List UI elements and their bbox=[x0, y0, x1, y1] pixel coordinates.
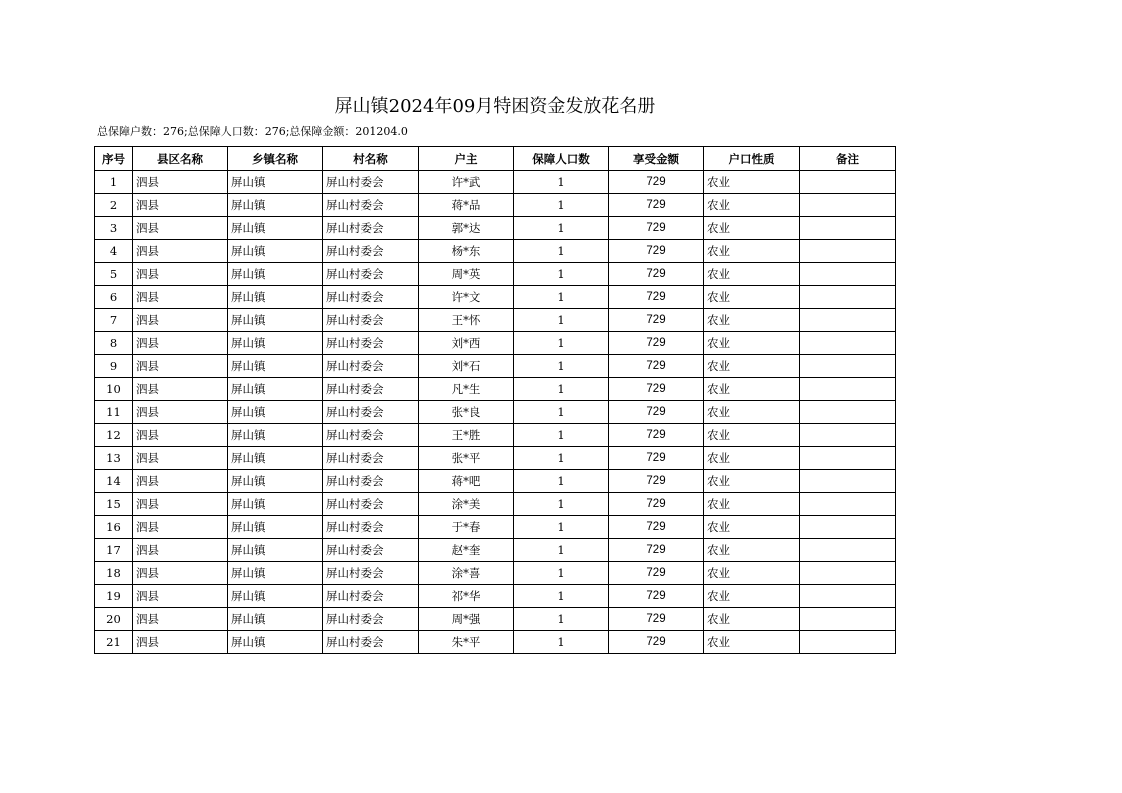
table-header-row bbox=[95, 147, 896, 171]
cell-remarks bbox=[800, 355, 896, 378]
cell-remarks bbox=[800, 631, 896, 654]
cell-town: 屏山镇 bbox=[228, 217, 323, 240]
cell-village: 屏山村委会 bbox=[323, 263, 419, 286]
table-row bbox=[95, 585, 896, 608]
cell-index: 13 bbox=[95, 447, 133, 470]
cell-remarks bbox=[800, 493, 896, 516]
column-header-household-type: 户口性质 bbox=[704, 147, 800, 171]
cell-amount: 729 bbox=[609, 539, 704, 562]
cell-index: 16 bbox=[95, 516, 133, 539]
cell-county: 泗县 bbox=[133, 401, 228, 424]
cell-covered-people: 1 bbox=[514, 424, 609, 447]
cell-county: 泗县 bbox=[133, 355, 228, 378]
table-row bbox=[95, 332, 896, 355]
page-title: 屏山镇2024年09月特困资金发放花名册 bbox=[334, 96, 656, 117]
cell-householder: 郭*达 bbox=[419, 217, 514, 240]
cell-householder: 凡*生 bbox=[419, 378, 514, 401]
summary-line: 总保障户数：276;总保障人口数：276;总保障金额：201204.0 bbox=[97, 125, 408, 138]
cell-amount: 729 bbox=[609, 516, 704, 539]
cell-remarks bbox=[800, 516, 896, 539]
table-row bbox=[95, 263, 896, 286]
table-row bbox=[95, 539, 896, 562]
cell-amount: 729 bbox=[609, 631, 704, 654]
cell-household-type: 农业 bbox=[704, 470, 800, 493]
cell-index: 7 bbox=[95, 309, 133, 332]
cell-village: 屏山村委会 bbox=[323, 516, 419, 539]
table-row bbox=[95, 424, 896, 447]
cell-index: 15 bbox=[95, 493, 133, 516]
cell-household-type: 农业 bbox=[704, 608, 800, 631]
cell-amount: 729 bbox=[609, 447, 704, 470]
cell-covered-people: 1 bbox=[514, 194, 609, 217]
cell-household-type: 农业 bbox=[704, 378, 800, 401]
cell-householder: 蒋*品 bbox=[419, 194, 514, 217]
cell-county: 泗县 bbox=[133, 562, 228, 585]
cell-household-type: 农业 bbox=[704, 585, 800, 608]
cell-county: 泗县 bbox=[133, 286, 228, 309]
cell-village: 屏山村委会 bbox=[323, 286, 419, 309]
cell-amount: 729 bbox=[609, 493, 704, 516]
table-row bbox=[95, 470, 896, 493]
cell-village: 屏山村委会 bbox=[323, 240, 419, 263]
cell-index: 19 bbox=[95, 585, 133, 608]
cell-amount: 729 bbox=[609, 309, 704, 332]
cell-householder: 周*强 bbox=[419, 608, 514, 631]
cell-household-type: 农业 bbox=[704, 286, 800, 309]
column-header-index: 序号 bbox=[95, 147, 133, 171]
cell-covered-people: 1 bbox=[514, 286, 609, 309]
cell-index: 10 bbox=[95, 378, 133, 401]
cell-covered-people: 1 bbox=[514, 401, 609, 424]
cell-household-type: 农业 bbox=[704, 516, 800, 539]
cell-village: 屏山村委会 bbox=[323, 470, 419, 493]
cell-remarks bbox=[800, 562, 896, 585]
cell-covered-people: 1 bbox=[514, 217, 609, 240]
cell-town: 屏山镇 bbox=[228, 263, 323, 286]
cell-remarks bbox=[800, 309, 896, 332]
cell-amount: 729 bbox=[609, 585, 704, 608]
cell-index: 6 bbox=[95, 286, 133, 309]
cell-index: 21 bbox=[95, 631, 133, 654]
cell-town: 屏山镇 bbox=[228, 631, 323, 654]
cell-county: 泗县 bbox=[133, 631, 228, 654]
cell-household-type: 农业 bbox=[704, 424, 800, 447]
table-row bbox=[95, 516, 896, 539]
cell-amount: 729 bbox=[609, 355, 704, 378]
cell-village: 屏山村委会 bbox=[323, 171, 419, 194]
column-header-householder: 户主 bbox=[419, 147, 514, 171]
table-row bbox=[95, 631, 896, 654]
column-header-remarks: 备注 bbox=[800, 147, 896, 171]
cell-county: 泗县 bbox=[133, 585, 228, 608]
table-row bbox=[95, 447, 896, 470]
cell-amount: 729 bbox=[609, 332, 704, 355]
cell-amount: 729 bbox=[609, 171, 704, 194]
cell-amount: 729 bbox=[609, 401, 704, 424]
cell-remarks bbox=[800, 240, 896, 263]
cell-household-type: 农业 bbox=[704, 217, 800, 240]
cell-household-type: 农业 bbox=[704, 355, 800, 378]
cell-covered-people: 1 bbox=[514, 263, 609, 286]
cell-county: 泗县 bbox=[133, 240, 228, 263]
table-row bbox=[95, 401, 896, 424]
table-row bbox=[95, 240, 896, 263]
table-row bbox=[95, 171, 896, 194]
cell-town: 屏山镇 bbox=[228, 401, 323, 424]
cell-covered-people: 1 bbox=[514, 493, 609, 516]
cell-town: 屏山镇 bbox=[228, 493, 323, 516]
cell-amount: 729 bbox=[609, 263, 704, 286]
cell-household-type: 农业 bbox=[704, 631, 800, 654]
cell-covered-people: 1 bbox=[514, 539, 609, 562]
cell-county: 泗县 bbox=[133, 194, 228, 217]
cell-county: 泗县 bbox=[133, 470, 228, 493]
cell-householder: 朱*平 bbox=[419, 631, 514, 654]
cell-town: 屏山镇 bbox=[228, 240, 323, 263]
cell-index: 18 bbox=[95, 562, 133, 585]
cell-remarks bbox=[800, 401, 896, 424]
column-header-town: 乡镇名称 bbox=[228, 147, 323, 171]
cell-amount: 729 bbox=[609, 217, 704, 240]
cell-covered-people: 1 bbox=[514, 378, 609, 401]
cell-index: 1 bbox=[95, 171, 133, 194]
cell-town: 屏山镇 bbox=[228, 585, 323, 608]
cell-householder: 于*春 bbox=[419, 516, 514, 539]
table-row bbox=[95, 608, 896, 631]
cell-village: 屏山村委会 bbox=[323, 447, 419, 470]
cell-household-type: 农业 bbox=[704, 447, 800, 470]
cell-remarks bbox=[800, 539, 896, 562]
cell-town: 屏山镇 bbox=[228, 194, 323, 217]
cell-householder: 王*胜 bbox=[419, 424, 514, 447]
cell-household-type: 农业 bbox=[704, 493, 800, 516]
cell-household-type: 农业 bbox=[704, 401, 800, 424]
cell-town: 屏山镇 bbox=[228, 562, 323, 585]
cell-householder: 张*良 bbox=[419, 401, 514, 424]
cell-village: 屏山村委会 bbox=[323, 401, 419, 424]
cell-county: 泗县 bbox=[133, 493, 228, 516]
cell-town: 屏山镇 bbox=[228, 286, 323, 309]
cell-index: 12 bbox=[95, 424, 133, 447]
cell-householder: 许*武 bbox=[419, 171, 514, 194]
cell-covered-people: 1 bbox=[514, 171, 609, 194]
cell-household-type: 农业 bbox=[704, 171, 800, 194]
cell-covered-people: 1 bbox=[514, 516, 609, 539]
column-header-amount: 享受金额 bbox=[609, 147, 704, 171]
cell-household-type: 农业 bbox=[704, 309, 800, 332]
cell-village: 屏山村委会 bbox=[323, 194, 419, 217]
cell-householder: 王*怀 bbox=[419, 309, 514, 332]
cell-town: 屏山镇 bbox=[228, 378, 323, 401]
cell-remarks bbox=[800, 194, 896, 217]
cell-remarks bbox=[800, 424, 896, 447]
cell-household-type: 农业 bbox=[704, 240, 800, 263]
cell-county: 泗县 bbox=[133, 309, 228, 332]
cell-householder: 许*文 bbox=[419, 286, 514, 309]
table-row bbox=[95, 217, 896, 240]
cell-village: 屏山村委会 bbox=[323, 355, 419, 378]
cell-village: 屏山村委会 bbox=[323, 585, 419, 608]
cell-household-type: 农业 bbox=[704, 194, 800, 217]
cell-index: 17 bbox=[95, 539, 133, 562]
cell-amount: 729 bbox=[609, 562, 704, 585]
cell-village: 屏山村委会 bbox=[323, 424, 419, 447]
cell-amount: 729 bbox=[609, 424, 704, 447]
cell-town: 屏山镇 bbox=[228, 470, 323, 493]
cell-town: 屏山镇 bbox=[228, 171, 323, 194]
cell-householder: 涂*美 bbox=[419, 493, 514, 516]
cell-index: 4 bbox=[95, 240, 133, 263]
cell-amount: 729 bbox=[609, 608, 704, 631]
cell-index: 2 bbox=[95, 194, 133, 217]
cell-index: 9 bbox=[95, 355, 133, 378]
cell-covered-people: 1 bbox=[514, 585, 609, 608]
cell-covered-people: 1 bbox=[514, 240, 609, 263]
table-row bbox=[95, 194, 896, 217]
cell-county: 泗县 bbox=[133, 378, 228, 401]
cell-county: 泗县 bbox=[133, 332, 228, 355]
cell-county: 泗县 bbox=[133, 608, 228, 631]
roster-table bbox=[94, 146, 896, 654]
cell-covered-people: 1 bbox=[514, 562, 609, 585]
cell-index: 3 bbox=[95, 217, 133, 240]
cell-town: 屏山镇 bbox=[228, 516, 323, 539]
cell-town: 屏山镇 bbox=[228, 608, 323, 631]
table-row bbox=[95, 286, 896, 309]
table-row bbox=[95, 309, 896, 332]
cell-remarks bbox=[800, 171, 896, 194]
table-row bbox=[95, 355, 896, 378]
cell-householder: 涂*喜 bbox=[419, 562, 514, 585]
cell-householder: 赵*奎 bbox=[419, 539, 514, 562]
cell-village: 屏山村委会 bbox=[323, 217, 419, 240]
cell-village: 屏山村委会 bbox=[323, 309, 419, 332]
cell-household-type: 农业 bbox=[704, 263, 800, 286]
cell-covered-people: 1 bbox=[514, 309, 609, 332]
cell-remarks bbox=[800, 585, 896, 608]
cell-amount: 729 bbox=[609, 286, 704, 309]
table-body bbox=[95, 171, 896, 654]
cell-householder: 张*平 bbox=[419, 447, 514, 470]
cell-town: 屏山镇 bbox=[228, 309, 323, 332]
cell-index: 5 bbox=[95, 263, 133, 286]
cell-householder: 杨*东 bbox=[419, 240, 514, 263]
cell-remarks bbox=[800, 332, 896, 355]
cell-town: 屏山镇 bbox=[228, 332, 323, 355]
column-header-covered-people: 保障人口数 bbox=[514, 147, 609, 171]
cell-householder: 刘*西 bbox=[419, 332, 514, 355]
cell-village: 屏山村委会 bbox=[323, 562, 419, 585]
cell-covered-people: 1 bbox=[514, 447, 609, 470]
cell-amount: 729 bbox=[609, 194, 704, 217]
cell-town: 屏山镇 bbox=[228, 355, 323, 378]
cell-village: 屏山村委会 bbox=[323, 378, 419, 401]
cell-remarks bbox=[800, 286, 896, 309]
cell-county: 泗县 bbox=[133, 424, 228, 447]
cell-town: 屏山镇 bbox=[228, 424, 323, 447]
cell-household-type: 农业 bbox=[704, 332, 800, 355]
cell-town: 屏山镇 bbox=[228, 539, 323, 562]
cell-county: 泗县 bbox=[133, 516, 228, 539]
cell-householder: 刘*石 bbox=[419, 355, 514, 378]
cell-remarks bbox=[800, 470, 896, 493]
cell-covered-people: 1 bbox=[514, 608, 609, 631]
cell-householder: 蒋*吧 bbox=[419, 470, 514, 493]
cell-county: 泗县 bbox=[133, 539, 228, 562]
cell-index: 20 bbox=[95, 608, 133, 631]
cell-index: 8 bbox=[95, 332, 133, 355]
cell-householder: 周*英 bbox=[419, 263, 514, 286]
cell-covered-people: 1 bbox=[514, 355, 609, 378]
cell-village: 屏山村委会 bbox=[323, 332, 419, 355]
table-row bbox=[95, 493, 896, 516]
cell-remarks bbox=[800, 378, 896, 401]
table-row bbox=[95, 378, 896, 401]
table-row bbox=[95, 562, 896, 585]
cell-county: 泗县 bbox=[133, 263, 228, 286]
cell-remarks bbox=[800, 263, 896, 286]
column-header-county: 县区名称 bbox=[133, 147, 228, 171]
cell-amount: 729 bbox=[609, 470, 704, 493]
cell-covered-people: 1 bbox=[514, 631, 609, 654]
cell-index: 14 bbox=[95, 470, 133, 493]
cell-remarks bbox=[800, 217, 896, 240]
cell-town: 屏山镇 bbox=[228, 447, 323, 470]
cell-index: 11 bbox=[95, 401, 133, 424]
cell-householder: 祁*华 bbox=[419, 585, 514, 608]
cell-county: 泗县 bbox=[133, 217, 228, 240]
cell-village: 屏山村委会 bbox=[323, 493, 419, 516]
cell-county: 泗县 bbox=[133, 171, 228, 194]
cell-household-type: 农业 bbox=[704, 539, 800, 562]
cell-village: 屏山村委会 bbox=[323, 539, 419, 562]
cell-county: 泗县 bbox=[133, 447, 228, 470]
cell-remarks bbox=[800, 608, 896, 631]
cell-village: 屏山村委会 bbox=[323, 631, 419, 654]
cell-amount: 729 bbox=[609, 240, 704, 263]
cell-household-type: 农业 bbox=[704, 562, 800, 585]
cell-village: 屏山村委会 bbox=[323, 608, 419, 631]
cell-covered-people: 1 bbox=[514, 332, 609, 355]
cell-remarks bbox=[800, 447, 896, 470]
cell-covered-people: 1 bbox=[514, 470, 609, 493]
cell-amount: 729 bbox=[609, 378, 704, 401]
column-header-village: 村名称 bbox=[323, 147, 419, 171]
